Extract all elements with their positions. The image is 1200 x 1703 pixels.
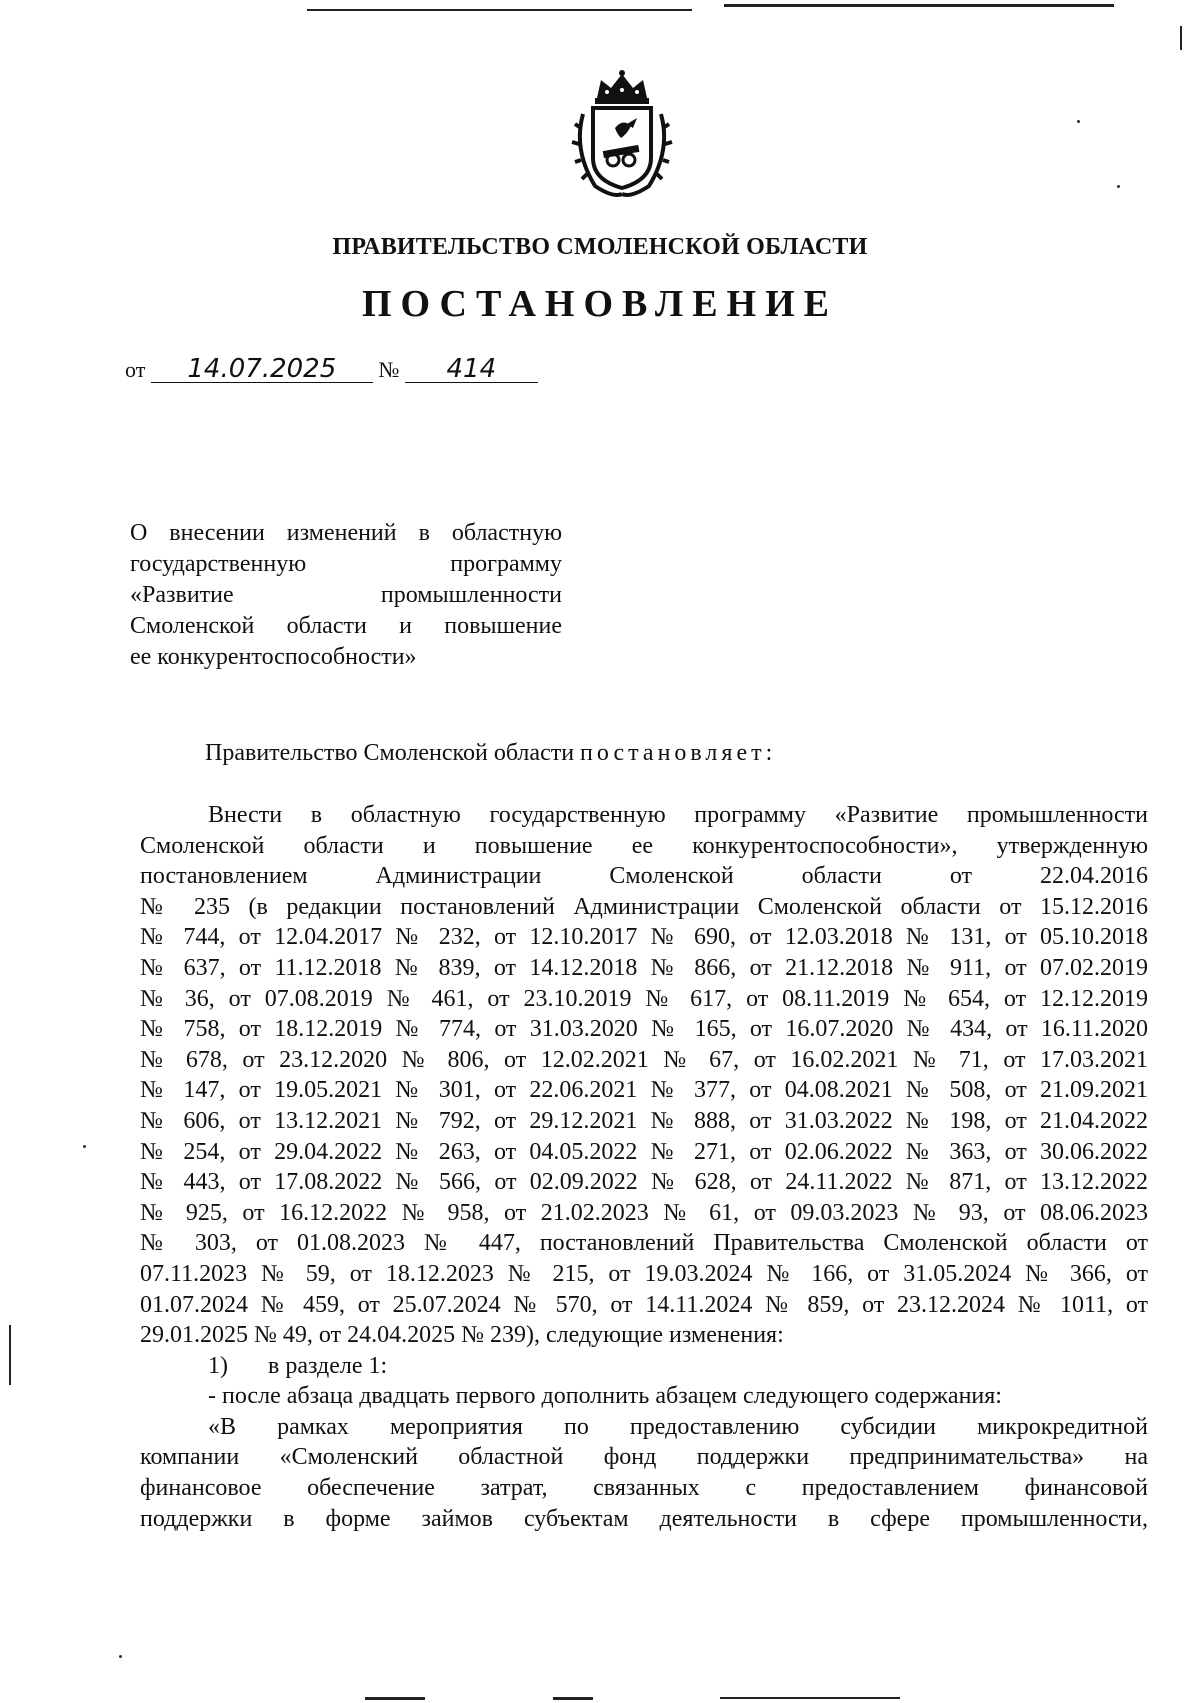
body-line: Смоленской области и повышение ее конкурентоспособности», утвержденную [140,832,1148,859]
subject-line: «Развитие промышленности [130,582,562,608]
body-line: № 254, от 29.04.2022 № 263, от 04.05.2022 № 271, от 02.06.2022 № 363, от 30.06.2022 [140,1138,1148,1165]
body-line: № 637, от 11.12.2018 № 839, от 14.12.2018 № 866, от 21.12.2018 № 911, от 07.02.2019 [140,954,1148,981]
quote-line: «В рамках мероприятия по предоставлению субсидии микрокредитной [208,1413,1148,1440]
body-line: № 147, от 19.05.2021 № 301, от 22.06.2021 № 377, от 04.08.2021 № 508, от 21.09.2021 [140,1077,1148,1104]
body-line: № 36, от 07.08.2019 № 461, от 23.10.2019 № 617, от 08.11.2019 № 654, от 12.12.2019 [140,985,1148,1012]
scan-artifact-right-edge [1180,26,1182,50]
body-line: 01.07.2024 № 459, от 25.07.2024 № 570, от 14.11.2024 № 859, от 23.12.2024 № 1011, от [140,1291,1148,1318]
number-label: № [378,357,400,382]
subitem-line: - после абзаца двадцать первого дополнить абзацем следующего содержания: [208,1383,1002,1410]
scan-artifact-bottom [720,1697,900,1699]
scan-speck [119,1655,122,1658]
coat-of-arms-icon [567,68,677,200]
organization-title: ПРАВИТЕЛЬСТВО СМОЛЕНСКОЙ ОБЛАСТИ [332,234,868,260]
document-type-title: ПОСТАНОВЛЕНИЕ [361,283,839,325]
document-body [140,800,1148,1534]
quote-line: финансовое обеспечение затрат, связанных с предоставлением финансовой [140,1475,1148,1502]
document-number-field: 414 [405,356,538,383]
document-date-field: 14.07.2025 [151,356,373,383]
preamble-text: Правительство Смоленской области [205,740,575,766]
subject-line: государственную программу [130,551,562,577]
body-line: № 744, от 12.04.2017 № 232, от 12.10.2017 № 690, от 12.03.2018 № 131, от 05.10.2018 [140,924,1148,951]
subject-line: ее конкурентоспособности» [130,644,417,670]
date-from-label: от [125,357,146,382]
body-line: Внести в областную государственную программу «Развитие промышленности [208,802,1148,828]
body-line: № 606, от 13.12.2021 № 792, от 29.12.2021 № 888, от 31.03.2022 № 198, от 21.04.2022 [140,1107,1148,1134]
scan-speck [1077,120,1080,123]
list-item [140,1351,1148,1382]
body-line: № 443, от 17.08.2022 № 566, от 02.09.2022 № 628, от 24.11.2022 № 871, от 13.12.2022 [140,1169,1148,1196]
date-number-line [125,356,538,383]
scan-artifact-left-edge [9,1325,11,1385]
body-line: № 678, от 23.12.2020 № 806, от 12.02.2021 № 67, от 16.02.2021 № 71, от 17.03.2021 [140,1046,1148,1073]
body-line: 29.01.2025 № 49, от 24.04.2025 № 239), следующие изменения: [140,1322,784,1349]
subject-line: О внесении изменений в областную [130,520,562,546]
preamble [205,740,776,767]
preamble-action: постановляет: [580,740,777,766]
body-line: № 925, от 16.12.2022 № 958, от 21.02.2023 № 61, от 09.03.2023 № 93, от 08.06.2023 [140,1199,1148,1226]
subject-line: Смоленской области и повышение [130,613,562,639]
scan-speck [83,1145,86,1148]
scan-artifact-top-right [724,4,1114,7]
scan-artifact-bottom [553,1697,593,1700]
body-line: № 303, от 01.08.2023 № 447, постановлений Правительства Смоленской области от [140,1230,1148,1257]
body-line: № 758, от 18.12.2019 № 774, от 31.03.2020 № 165, от 16.07.2020 № 434, от 16.11.2020 [140,1016,1148,1043]
body-line: 07.11.2023 № 59, от 18.12.2023 № 215, от 19.03.2024 № 166, от 31.05.2024 № 366, от [140,1260,1148,1287]
scan-speck [1117,185,1120,188]
quote-line: компании «Смоленский областной фонд поддержки предпринимательства» на [140,1444,1148,1471]
item-text: в разделе 1: [268,1352,388,1379]
body-line: № 235 (в редакции постановлений Администрации Смоленской области от 15.12.2016 [140,893,1148,920]
document-subject [130,518,562,673]
body-line: постановлением Администрации Смоленской области от 22.04.2016 [140,863,1148,890]
scan-artifact-bottom [365,1697,425,1700]
scan-artifact-top-left [307,9,692,11]
quote-line: поддержки в форме займов субъектам деятельности в сфере промышленности, [140,1505,1148,1532]
item-number: 1) [208,1352,228,1379]
